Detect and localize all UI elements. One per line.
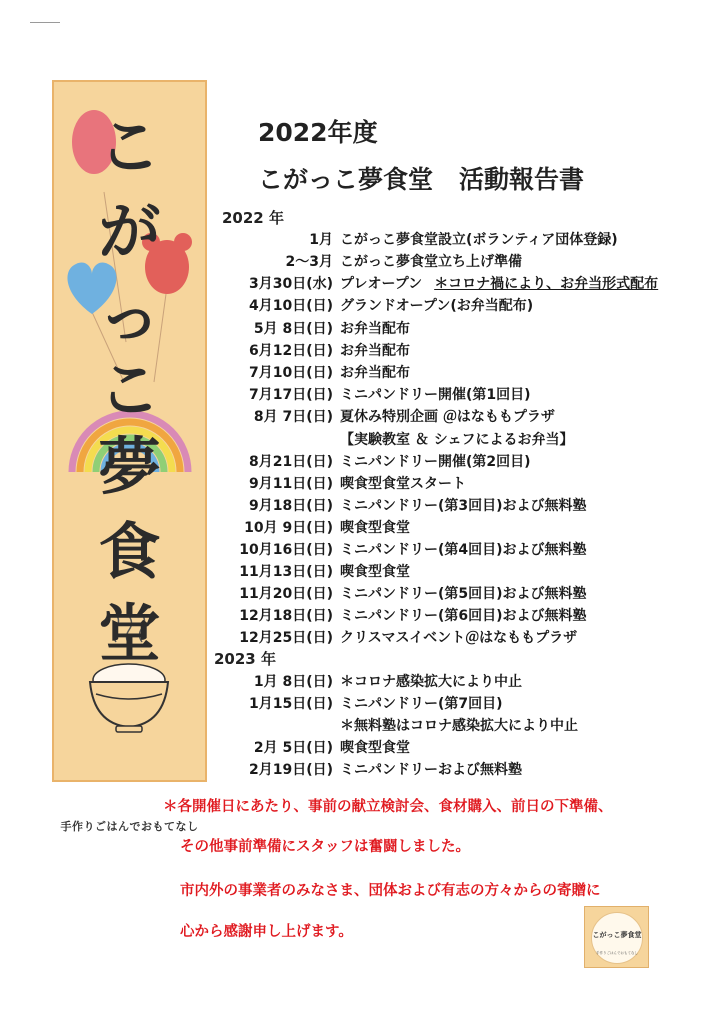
event-desc: ミニパンドリー(第7回目) (340, 696, 503, 712)
report-type: 活動報告書 (459, 165, 585, 194)
footer-line-3: 市内外の事業者のみなさま、団体および有志の方々からの寄贈に (180, 883, 601, 899)
event-date: 1月 (309, 232, 333, 248)
footer-line-4: 心から感謝申し上げます。 (180, 924, 353, 940)
logo-name: こがっこ夢食堂 (592, 931, 642, 939)
schedule-row (0, 583, 713, 604)
event-date: 11月13日(日) (239, 564, 333, 580)
schedule-row (0, 406, 713, 427)
schedule-row (0, 384, 713, 405)
schedule-row (0, 671, 713, 692)
event-desc: お弁当配布 (340, 343, 410, 359)
event-date: 6月12日(日) (248, 343, 333, 359)
event-date: 10月16日(日) (239, 542, 333, 558)
logo-stamp (584, 906, 649, 968)
event-date: 9月18日(日) (248, 498, 333, 514)
schedule-row (0, 561, 713, 582)
event-desc: お弁当配布 (340, 365, 410, 381)
event-desc: 喫食型食堂 (340, 740, 410, 756)
event-date: 2月 5日(日) (253, 740, 333, 756)
schedule-row (0, 539, 713, 560)
event-desc: 喫食型食堂 (340, 520, 410, 536)
banner-char-3: っ (98, 280, 161, 353)
event-desc: お弁当配布 (340, 321, 410, 337)
schedule-row (0, 451, 713, 472)
schedule-row (0, 737, 713, 758)
banner-char-5: 夢 (98, 430, 161, 503)
event-desc-text: プレオープン (340, 276, 423, 292)
event-desc: ＊無料塾はコロナ感染拡大により中止 (340, 718, 578, 734)
event-date: 4月10日(日) (248, 298, 333, 314)
logo-tagline: 手作りごはんでおもてなし (596, 951, 638, 955)
event-desc: ミニパンドリー開催(第2回目) (340, 454, 531, 470)
event-date: 3月30日(水) (248, 276, 333, 292)
event-date: 8月 7日(日) (253, 409, 333, 425)
schedule-row (0, 295, 713, 316)
schedule-row (0, 273, 713, 294)
event-desc: こがっこ夢食堂立ち上げ準備 (340, 254, 522, 270)
event-date: 7月17日(日) (248, 387, 333, 403)
schedule-row (0, 605, 713, 626)
event-desc: こがっこ夢食堂設立(ボランティア団体登録) (340, 232, 618, 248)
event-desc: ミニパンドリー(第5回目)および無料塾 (340, 586, 587, 602)
event-date: 1月15日(日) (248, 696, 333, 712)
schedule-row (0, 473, 713, 494)
event-date: 11月20日(日) (239, 586, 333, 602)
event-date: 1月 8日(日) (253, 674, 333, 690)
event-desc: ミニパンドリー開催(第1回目) (340, 387, 531, 403)
event-desc: ミニパンドリーおよび無料塾 (340, 762, 522, 778)
banner-char-7: 堂 (98, 597, 161, 670)
schedule-row (0, 340, 713, 361)
report-year-title: 2022年度 (258, 118, 378, 147)
event-desc: グランドオープン(お弁当配布) (340, 298, 534, 314)
scan-mark (30, 22, 60, 23)
schedule-row (0, 715, 713, 736)
schedule-row (0, 362, 713, 383)
year-heading-2023: 2023 年 (214, 650, 276, 668)
banner-tagline: 手作りごはんでおもてなし (60, 820, 199, 833)
schedule-row (0, 229, 713, 250)
banner-char-1: こ (98, 110, 161, 183)
schedule-row (0, 429, 713, 450)
schedule-row (0, 517, 713, 538)
schedule-row (0, 759, 713, 780)
footer-line-1: ＊各開催日にあたり、事前の献立検討会、食材購入、前日の下準備、 (163, 799, 613, 815)
event-desc: 夏休み特別企画 ＠はなももプラザ (340, 409, 555, 425)
event-desc: 【実験教室 ＆ シェフによるお弁当】 (340, 432, 574, 448)
event-date: 8月21日(日) (248, 454, 333, 470)
event-date: 10月 9日(日) (244, 520, 333, 536)
event-date: 12月25日(日) (239, 630, 333, 646)
event-desc: ミニパンドリー(第3回目)および無料塾 (340, 498, 587, 514)
event-date: 2～3月 (285, 254, 333, 270)
event-desc: ミニパンドリー(第6回目)および無料塾 (340, 608, 587, 624)
banner-char-4: こ (98, 353, 161, 426)
footer-line-2: その他事前準備にスタッフは奮闘しました。 (180, 839, 470, 855)
event-date: 7月10日(日) (248, 365, 333, 381)
event-note: ＊コロナ禍により、お弁当形式配布 (434, 276, 659, 292)
event-desc: クリスマスイベント＠はなももプラザ (340, 630, 578, 646)
year-heading-2022: 2022 年 (222, 209, 284, 227)
event-date: 9月11日(日) (248, 476, 333, 492)
logo-circle (591, 912, 643, 964)
event-desc: 喫食型食堂 (340, 564, 410, 580)
schedule-row (0, 495, 713, 516)
report-title (258, 160, 584, 196)
schedule-row (0, 693, 713, 714)
event-date: 5月 8日(日) (253, 321, 333, 337)
event-desc: ミニパンドリー(第4回目)および無料塾 (340, 542, 587, 558)
event-desc: ＊コロナ感染拡大により中止 (340, 674, 522, 690)
event-desc (340, 273, 658, 293)
event-date: 2月19日(日) (248, 762, 333, 778)
event-desc: 喫食型食堂スタート (340, 476, 466, 492)
event-date: 12月18日(日) (239, 608, 333, 624)
banner-char-2: が (98, 195, 161, 268)
org-name: こがっこ夢食堂 (258, 165, 434, 194)
schedule-row (0, 318, 713, 339)
schedule-row (0, 627, 713, 648)
schedule-row (0, 251, 713, 272)
banner-char-6: 食 (98, 515, 161, 588)
